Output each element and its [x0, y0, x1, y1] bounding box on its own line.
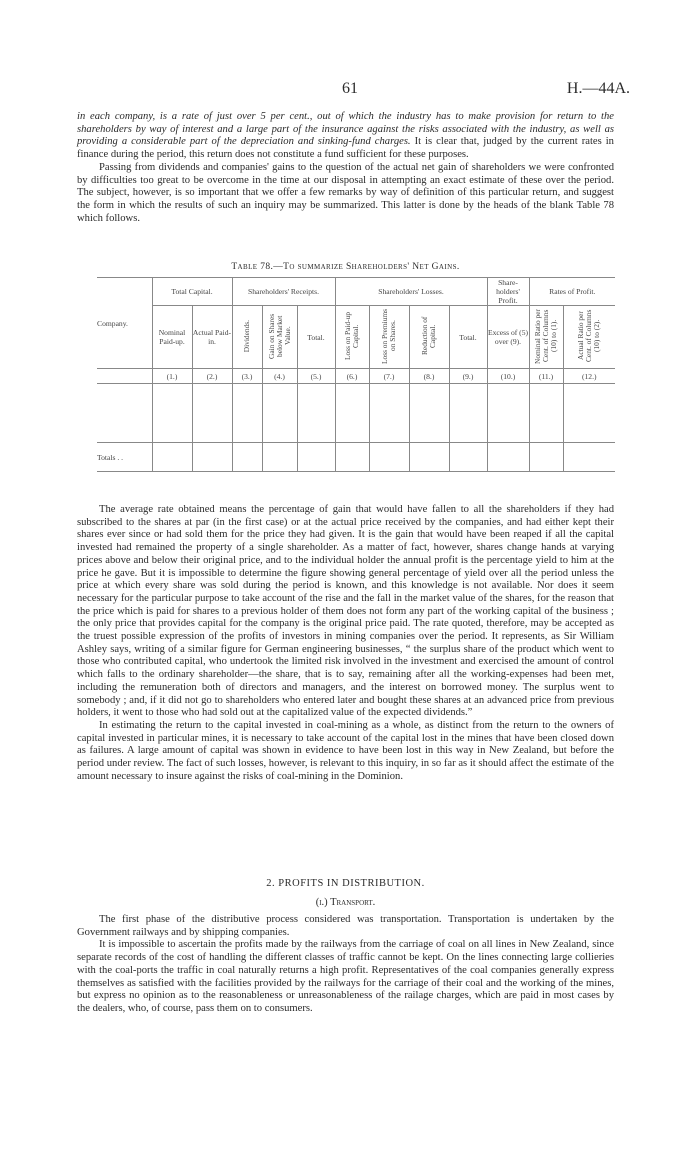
col-number-1: (1.): [152, 369, 192, 384]
paragraph-net-gain: Passing from dividends and companies' gains to the question of the actual net gain of shareholders we were confronted by difficulties too great to be overcome in the time at our disposal in attempting an exact estimate of these over the period. The subject, however, is so important that we offer a few remarks by way of definition of this particular return, and suggest the form in which the results of such an inquiry may be summarized. This latter is done by the heads of the blank Table 78 which follows.: [77, 161, 614, 224]
col-number-3: (3.): [232, 369, 262, 384]
subsection-title: (i.) Transport.: [315, 897, 376, 908]
col-nominal-ratio: Nominal Ratio per Cent. of Columns (10) to (1).: [529, 306, 563, 369]
col-reduction-capital: Reduction of Capital.: [409, 306, 449, 369]
paragraph-transportation: The first phase of the distributive process considered was transportation. Transportation is undertaken by the Government railways and by shipping companies.: [77, 914, 614, 938]
col-number-2: (2.): [192, 369, 232, 384]
paragraph-capital-lost: In estimating the return to the capital invested in coal-mining as a whole, as distinct from the return to the owners of capital invested in particular mines, it is necessary to take account of the capital lost in the mines that have been closed down as failures. A large amount of capital was shown in evidence to have been lost in this way in New Zealand, but before the period under review. The fact of such losses, however, is relevant to this inquiry, in so far as it should affect the estimate of the amount necessary to insure against the risks of coal-mining in the Dominion.: [77, 719, 614, 782]
col-actual-ratio: Actual Ratio per Cent. of Columns (10) to (2).: [563, 306, 615, 369]
col-loss-premiums: Loss on Premiums on Shares.: [369, 306, 409, 369]
col-loss-paid-up: Loss on Paid-up Capital.: [335, 306, 369, 369]
col-number-12: (12.): [563, 369, 615, 384]
col-number-5: (5.): [297, 369, 335, 384]
losses-header: Shareholders' Losses.: [335, 278, 487, 306]
col-total-losses: Total.: [449, 306, 487, 369]
totals-label: Totals . .: [97, 443, 152, 472]
paragraph-railways: It is impossible to ascertain the profits made by the railways from the carriage of coal on all lines in New Zealand, since separate records of the cost of handling the different classes of traffic cannot be kept. On the lines connecting large collieries with the coal-ports the traffic in coal naturally returns a high profit. Representatives of the coal companies generally express themselves as satisfied with the facilities provided by the railways for the carriage of their coal and the working of the mines, but express no opinion as to the reasonableness or unreasonableness of the railage charges, which are paid in most cases by the dealers, who, of course, pass them on to consumers.: [77, 939, 614, 1014]
table-title: Table 78.—To summarize Shareholders' Net Gains.: [231, 262, 460, 272]
col-number-9: (9.): [449, 369, 487, 384]
col-total-receipts: Total.: [297, 306, 335, 369]
col-number-11: (11.): [529, 369, 563, 384]
col-number-8: (8.): [409, 369, 449, 384]
page-number: 61: [342, 80, 358, 97]
rates-header: Rates of Profit.: [529, 278, 615, 306]
col-dividends: Dividends.: [232, 306, 262, 369]
totals-row: [97, 443, 615, 472]
intro-block: [77, 111, 614, 225]
col-actual-paid-in: Actual Paid-in.: [192, 306, 232, 369]
transport-block: [77, 914, 614, 1016]
total-capital-header: Total Capital.: [152, 278, 232, 306]
receipts-header: Shareholders' Receipts.: [232, 278, 335, 306]
col-number-7: (7.): [369, 369, 409, 384]
col-number-6: (6.): [335, 369, 369, 384]
body-block: [77, 504, 614, 783]
col-gain-on-shares: Gain on Shares below Market Value.: [262, 306, 297, 369]
share-profit-header: Share-holders' Profit.: [487, 278, 529, 306]
paragraph-average-rate: The average rate obtained means the percentage of gain that would have fallen to all the shareholders if they had subscribed to the shares at par (in the first case) or at the actual price received by the companies, and had either kept their shares ever since or had sold them for the price they had given. It is the gain that would have been reaped if all the capital invested had remained the property of a single shareholder. As a matter of fact, however, shares change hands at varying prices above and below their original price, and to the individual holder the annual profit is the percentage yield to him at the price he gave. But it is impossible to determine the figure showing general percentage of yield over all the period unless the price at which every share was sold during the period is known, and this knowledge is not available. Nor does it seem necessary for the particular purpose to take account of the rise and the fall in the market value of the shares, for the reason that the price which is paid for shares to a previous holder of them does not form any part of the working capital of the business ; the only price that provides capital for the company is the original price paid. The rate quoted, therefore, may be accepted as the truest possible expression of the profits of investors in mining companies over the period. It represents, as Sir William Ashley says, writing of a similar figure for German engineering businesses, “ the surplus share of the product which went to those who contributed capital, who undertook the limited risk involved in the investment and exercised the amount of control which falls to the ordinary shareholder—the share, that is to say, remaining after all the working-expenses had been met, including the remuneration both of directors and managers, and the interest on borrowed money. The surplus went to somebody ; and, if it did not go to shareholders who entered later and bought these shares at an advanced price from previous holders, it went to those who had sold out at the capitalized value of the expected dividends.”: [77, 504, 614, 719]
table-row: [97, 384, 615, 443]
col-nominal-paid-up: Nominal Paid-up.: [152, 306, 192, 369]
intro-italic-text: in each company, is a rate of just over 5 per cent., out of which the industry has to make provision for return to the shareholders by way of interest and a large part of the insurance against the risks associated with the industry, as well as providing a considerable part of the depreciation and sinking-fund charges.: [77, 111, 614, 148]
col-number-blank: [97, 369, 152, 384]
col-excess: Excess of (5) over (9).: [487, 306, 529, 369]
intro-paragraph: [77, 111, 614, 162]
intro-tail-text: It is clear that, judged by the current rates in finance during the period, this return does not constitute a fund sufficient for these purposes.: [77, 136, 614, 161]
company-header: Company.: [97, 278, 152, 369]
document-reference: H.—44A.: [566, 80, 630, 97]
col-number-4: (4.): [262, 369, 297, 384]
shareholders-gains-table: [97, 277, 615, 472]
section-title: 2. PROFITS IN DISTRIBUTION.: [266, 878, 425, 889]
col-number-10: (10.): [487, 369, 529, 384]
